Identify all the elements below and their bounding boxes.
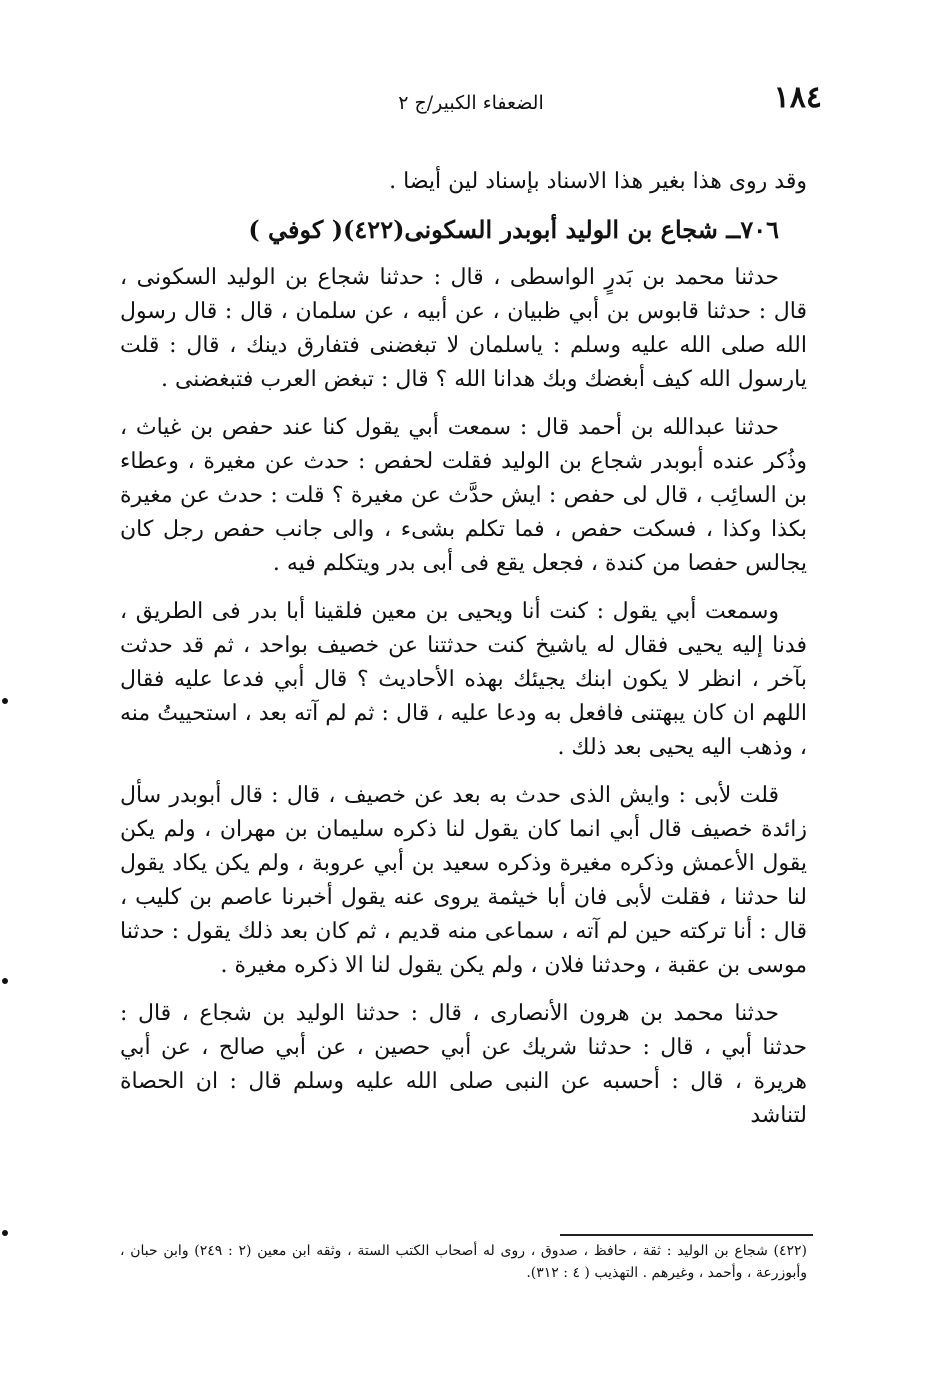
paragraph-2: حدثنا عبدالله بن أحمد قال : سمعت أبي يقول كنا عند حفص بن غياث ، وذُكر عنده أبوبدر شجاع بن الوليد فقلت لحفص : حدث عن مغيرة ، وعطاء بن السائِب ، قال لى حفص : ايش حدَّث عن مغيرة ؟ قلت : حدث عن مغيرة بكذا وكذا ، فسكت حفص ، فما تكلم بشىء ، والى جانب حفص رجل كان يجالس حفصا من كندة ، فجعل يقع فى أبى بدر ويتكلم فيه . (120, 415, 807, 576)
main-text (120, 165, 807, 1147)
margin-mark (2, 1230, 8, 1236)
entry-title: ٧٠٦ــ شجاع بن الوليد أبوبدر السكونى(٤٢٢)( كوفي ) (248, 215, 779, 244)
footnote-divider (560, 1234, 813, 1236)
paragraph-5: حدثنا محمد بن هرون الأنصارى ، قال : حدثنا الوليد بن شجاع ، قال : حدثنا أبي ، قال : حدثنا شريك عن أبي حصين ، عن أبي صالح ، عن أبي هريرة ، قال : أحسبه عن النبى صلى الله عليه وسلم قال : ان الحصاة لتناشد (120, 1001, 807, 1128)
footnote: (٤٢٢) شجاع بن الوليد : ثقة ، حافظ ، صدوق ، روى له أصحاب الكتب الستة ، وثقه ابن معين (٢ : ٢٤٩) وابن حبان ، وأبوزرعة ، وأحمد ، وغيرهم . التهذيب ( ٤ : ٣١٢). (120, 1243, 808, 1281)
margin-mark (2, 978, 8, 984)
paragraph-4: قلت لأبى : وايش الذى حدث به بعد عن خصيف ، قال : قال أبوبدر سأل زائدة خصيف قال أبي انما كان يقول لنا ذكره سليمان بن مهران ، ولم يكن يقول الأعمش وذكره مغيرة وذكره سعيد بن أبي عروبة ، ولم يكن يكاد يقول لنا حدثنا ، فقلت لأبى فان أبا خيثمة يروى عنه يقول أخبرنا عاصم بن كليب ، قال : أنا تركته حين لم آته ، سماعى منه قديم ، ثم كان بعد ذلك يقول : حدثنا موسى بن عقبة ، وحدثنا فلان ، ولم يكن يقول لنا الا ذكره مغيرة . (120, 783, 807, 978)
paragraph-1: حدثنا محمد بن بَدرٍ الواسطى ، قال : حدثنا شجاع بن الوليد السكونى ، قال : حدثنا قابوس بن أبي ظبيان ، عن أبيه ، عن سلمان ، قال : قال رسول الله صلى الله عليه وسلم : ياسلمان لا تبغضنى فتفارق دينك ، قال : قلت يارسول الله كيف أبغضك وبك هدانا الله ؟ قال : تبغض العرب فتبغضنى . (120, 265, 807, 392)
page-number: ١٨٤ (773, 80, 822, 115)
paragraph-3: وسمعت أبي يقول : كنت أنا ويحيى بن معين فلقينا أبا بدر فى الطريق ، فدنا إليه يحيى فقال له ياشيخ كنت حدثتنا عن خصيف بواحد ، ثم قد حدثت بآخر ، انظر لا يكون ابنك يجيئك بهذه الأحاديث ؟ قال أبي فدعا عليه فقال اللهم ان كان يبهتنى فافعل به ودعا عليه ، قال : ثم لم آته بعد ، استحييتُ منه ، وذهب اليه يحيى بعد ذلك . (120, 599, 807, 760)
page-header (120, 80, 822, 130)
intro-line: وقد روى هذا بغير هذا الاسناد بإسناد لين أيضا . (389, 169, 807, 194)
margin-mark (2, 698, 8, 704)
running-head: الضعفاء الكبير/ج ٢ (398, 92, 544, 114)
